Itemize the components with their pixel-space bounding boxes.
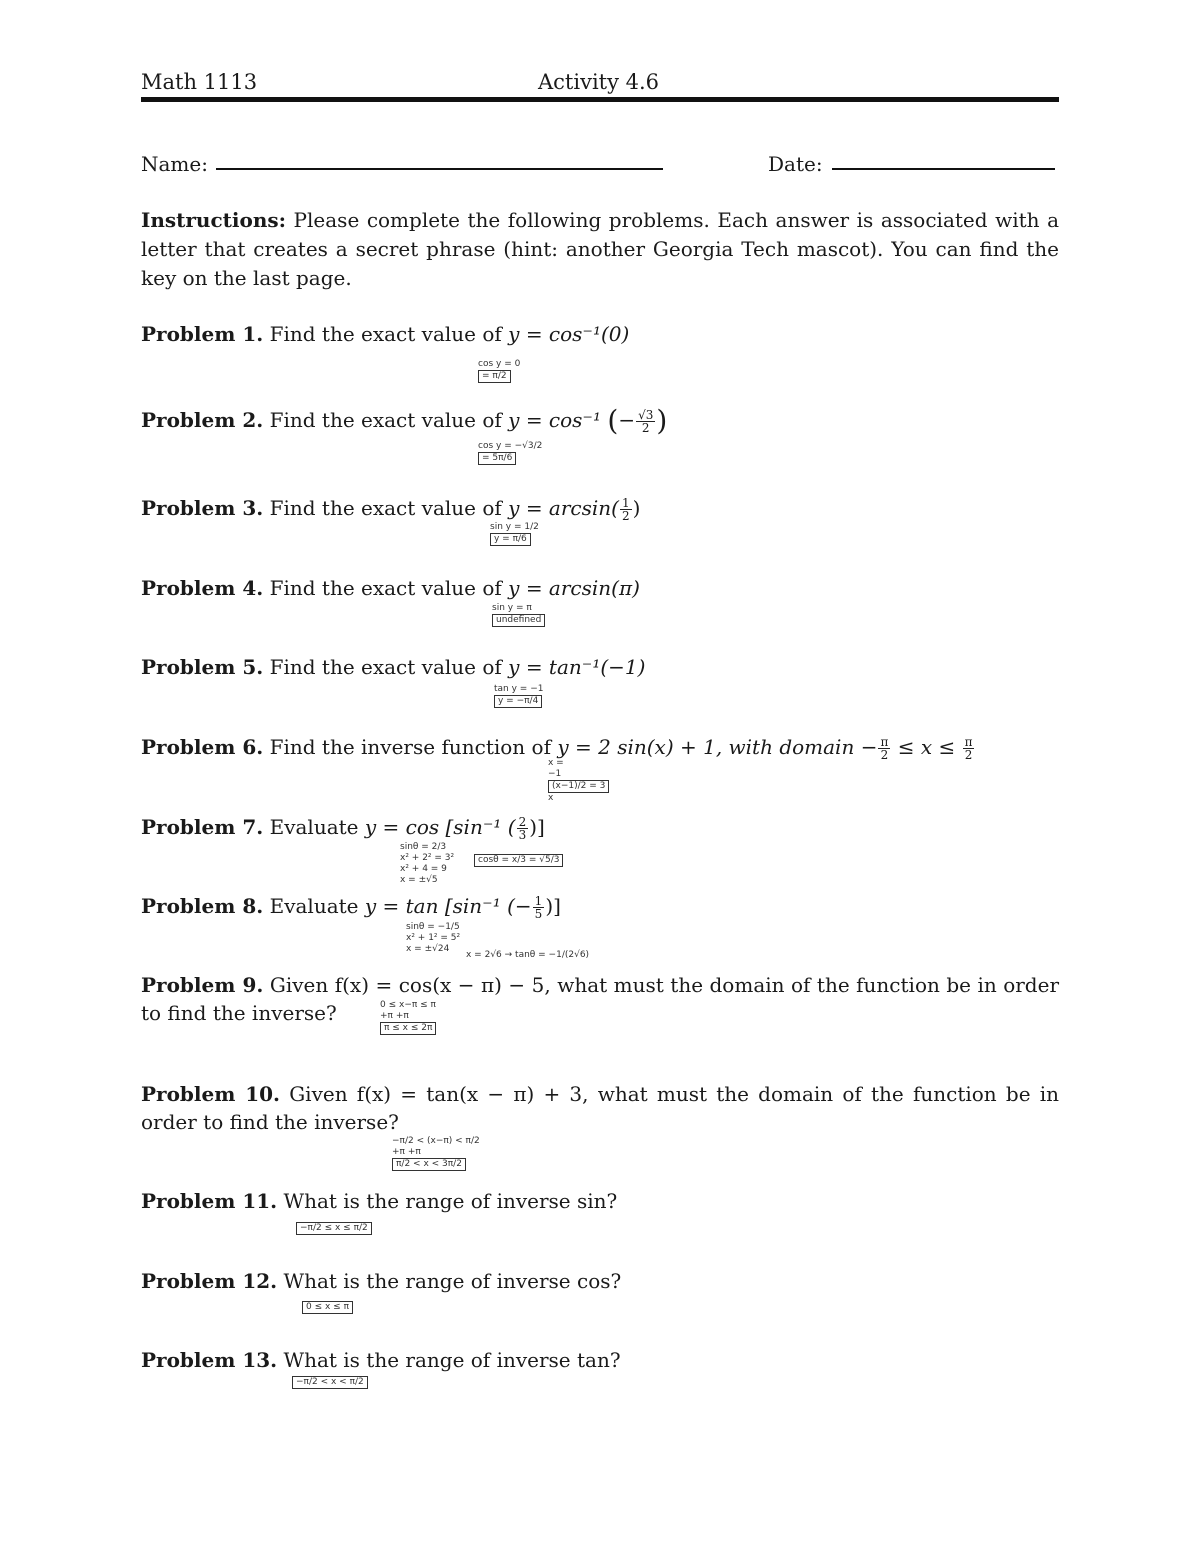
name-label: Name: [141,152,208,176]
handwritten-work-2: cos y = −√3/2 = 5π/6 [478,441,543,463]
problem-1 [141,320,629,348]
instructions [141,206,1059,293]
problem-text: Given f(x) = tan(x − π) + 3, what must the domain of the function be in order to find the inverse? [141,1082,1060,1134]
name-line[interactable] [216,168,663,170]
problem-12 [141,1267,621,1295]
problem-label: Problem 7. [141,815,264,839]
problem-label: Problem 13. [141,1348,278,1372]
handwritten-work-11: −π/2 ≤ x ≤ π/2 [296,1222,372,1235]
problem-expression: y = 2 sin(x) + 1, with domain − [557,735,878,759]
handwritten-work-9: 0 ≤ x−π ≤ π +π +π π ≤ x ≤ 2π [380,1000,436,1033]
problem-text: Evaluate [269,894,359,918]
handwritten-work-8: sinθ = −1/5 x² + 1² = 5² x = ±√24 [406,922,461,954]
date-label: Date: [768,152,823,176]
problem-10 [141,1080,1059,1136]
problem-label: Problem 5. [141,655,264,679]
problem-label: Problem 9. [141,973,264,997]
problem-label: Problem 10. [141,1082,280,1106]
problem-expression: y = arcsin( [508,496,619,520]
handwritten-work-6: x = −1 (x−1)/2 = 3 x [548,758,609,804]
problem-text: Find the exact value of [269,655,502,679]
handwritten-answer-7: cosθ = x/3 = √5/3 [474,854,563,867]
problem-13 [141,1346,621,1374]
handwritten-work-3: sin y = 1/2 y = π/6 [490,522,539,544]
handwritten-work-10: −π/2 < (x−π) < π/2 +π +π π/2 < x < 3π/2 [392,1136,480,1169]
page-title: Activity 4.6 [538,70,660,94]
problem-expression: y = tan⁻¹(−1) [508,655,646,679]
handwritten-work-4: sin y = π undefined [492,603,545,627]
problem-text: What is the range of inverse sin? [283,1189,618,1213]
problem-text: Find the exact value of [269,408,502,432]
problem-4 [141,574,640,602]
problem-label: Problem 11. [141,1189,278,1213]
problem-2: Problem 2. Find the exact value of y = cos⁻¹ (− $\frac{√3}{2}$ ) [141,404,668,437]
handwritten-work-12: 0 ≤ x ≤ π [302,1301,353,1314]
problem-label: Problem 3. [141,496,264,520]
problem-text: Find the exact value of [269,496,502,520]
problem-9 [141,971,1059,1027]
instructions-label: Instructions: [141,208,287,232]
problem-text: Given f(x) = cos(x − π) − 5, what must the domain of the function be in order to find the inverse? [141,973,1060,1025]
problem-text: What is the range of inverse tan? [283,1348,621,1372]
problem-8: Problem 8. Evaluate y = tan [sin⁻¹ (− $\frac{1}{5}$ )] [141,894,561,921]
problem-text: Evaluate [269,815,359,839]
problem-expression: y = cos [sin⁻¹ ( [364,815,516,839]
problem-11 [141,1187,617,1215]
problem-expression: y = arcsin(π) [508,576,640,600]
problem-text: Find the inverse function of [269,735,551,759]
problem-text: What is the range of inverse cos? [283,1269,622,1293]
handwritten-work-1: cos y = 0 = π/2 [478,359,521,381]
problem-text: Find the exact value of [269,576,502,600]
handwritten-work-5: tan y = −1 y = −π/4 [494,684,544,706]
problem-expression: y = cos⁻¹ [508,408,602,432]
problem-7: Problem 7. Evaluate y = cos [sin⁻¹ ( $\frac{2}{3}$ )] [141,815,545,842]
handwritten-answer-8: x = 2√6 → tanθ = −1/(2√6) [466,950,590,960]
problem-label: Problem 2. [141,408,264,432]
handwritten-work-13: −π/2 < x < π/2 [292,1376,368,1389]
problem-expression: y = tan [sin⁻¹ (− [364,894,532,918]
problem-5 [141,653,645,681]
instructions-text: Please complete the following problems. Each answer is associated with a letter that creates a secret phrase (hint: another Georgia Tech mascot). You can find the key on the last page. [141,208,1059,290]
problem-label: Problem 12. [141,1269,278,1293]
handwritten-work-7: sinθ = 2/3 x² + 2² = 3² x² + 4 = 9 x = ±√5 [400,842,455,885]
problem-label: Problem 8. [141,894,264,918]
problem-label: Problem 1. [141,322,264,346]
course-name: Math 1113 [141,70,258,94]
problem-3: Problem 3. Find the exact value of y = arcsin( $\frac{1}{2}$ ) [141,496,641,523]
problem-expression: y = cos⁻¹(0) [508,322,630,346]
header-rule [141,97,1059,102]
problem-label: Problem 4. [141,576,264,600]
problem-6: Problem 6. Find the inverse function of y = 2 sin(x) + 1, with domain − $\frac{\pi}{2}$ ≤ x ≤ $\frac{\pi}{2}$ [141,735,973,762]
date-line[interactable] [832,168,1055,170]
problem-label: Problem 6. [141,735,264,759]
problem-text: Find the exact value of [269,322,502,346]
